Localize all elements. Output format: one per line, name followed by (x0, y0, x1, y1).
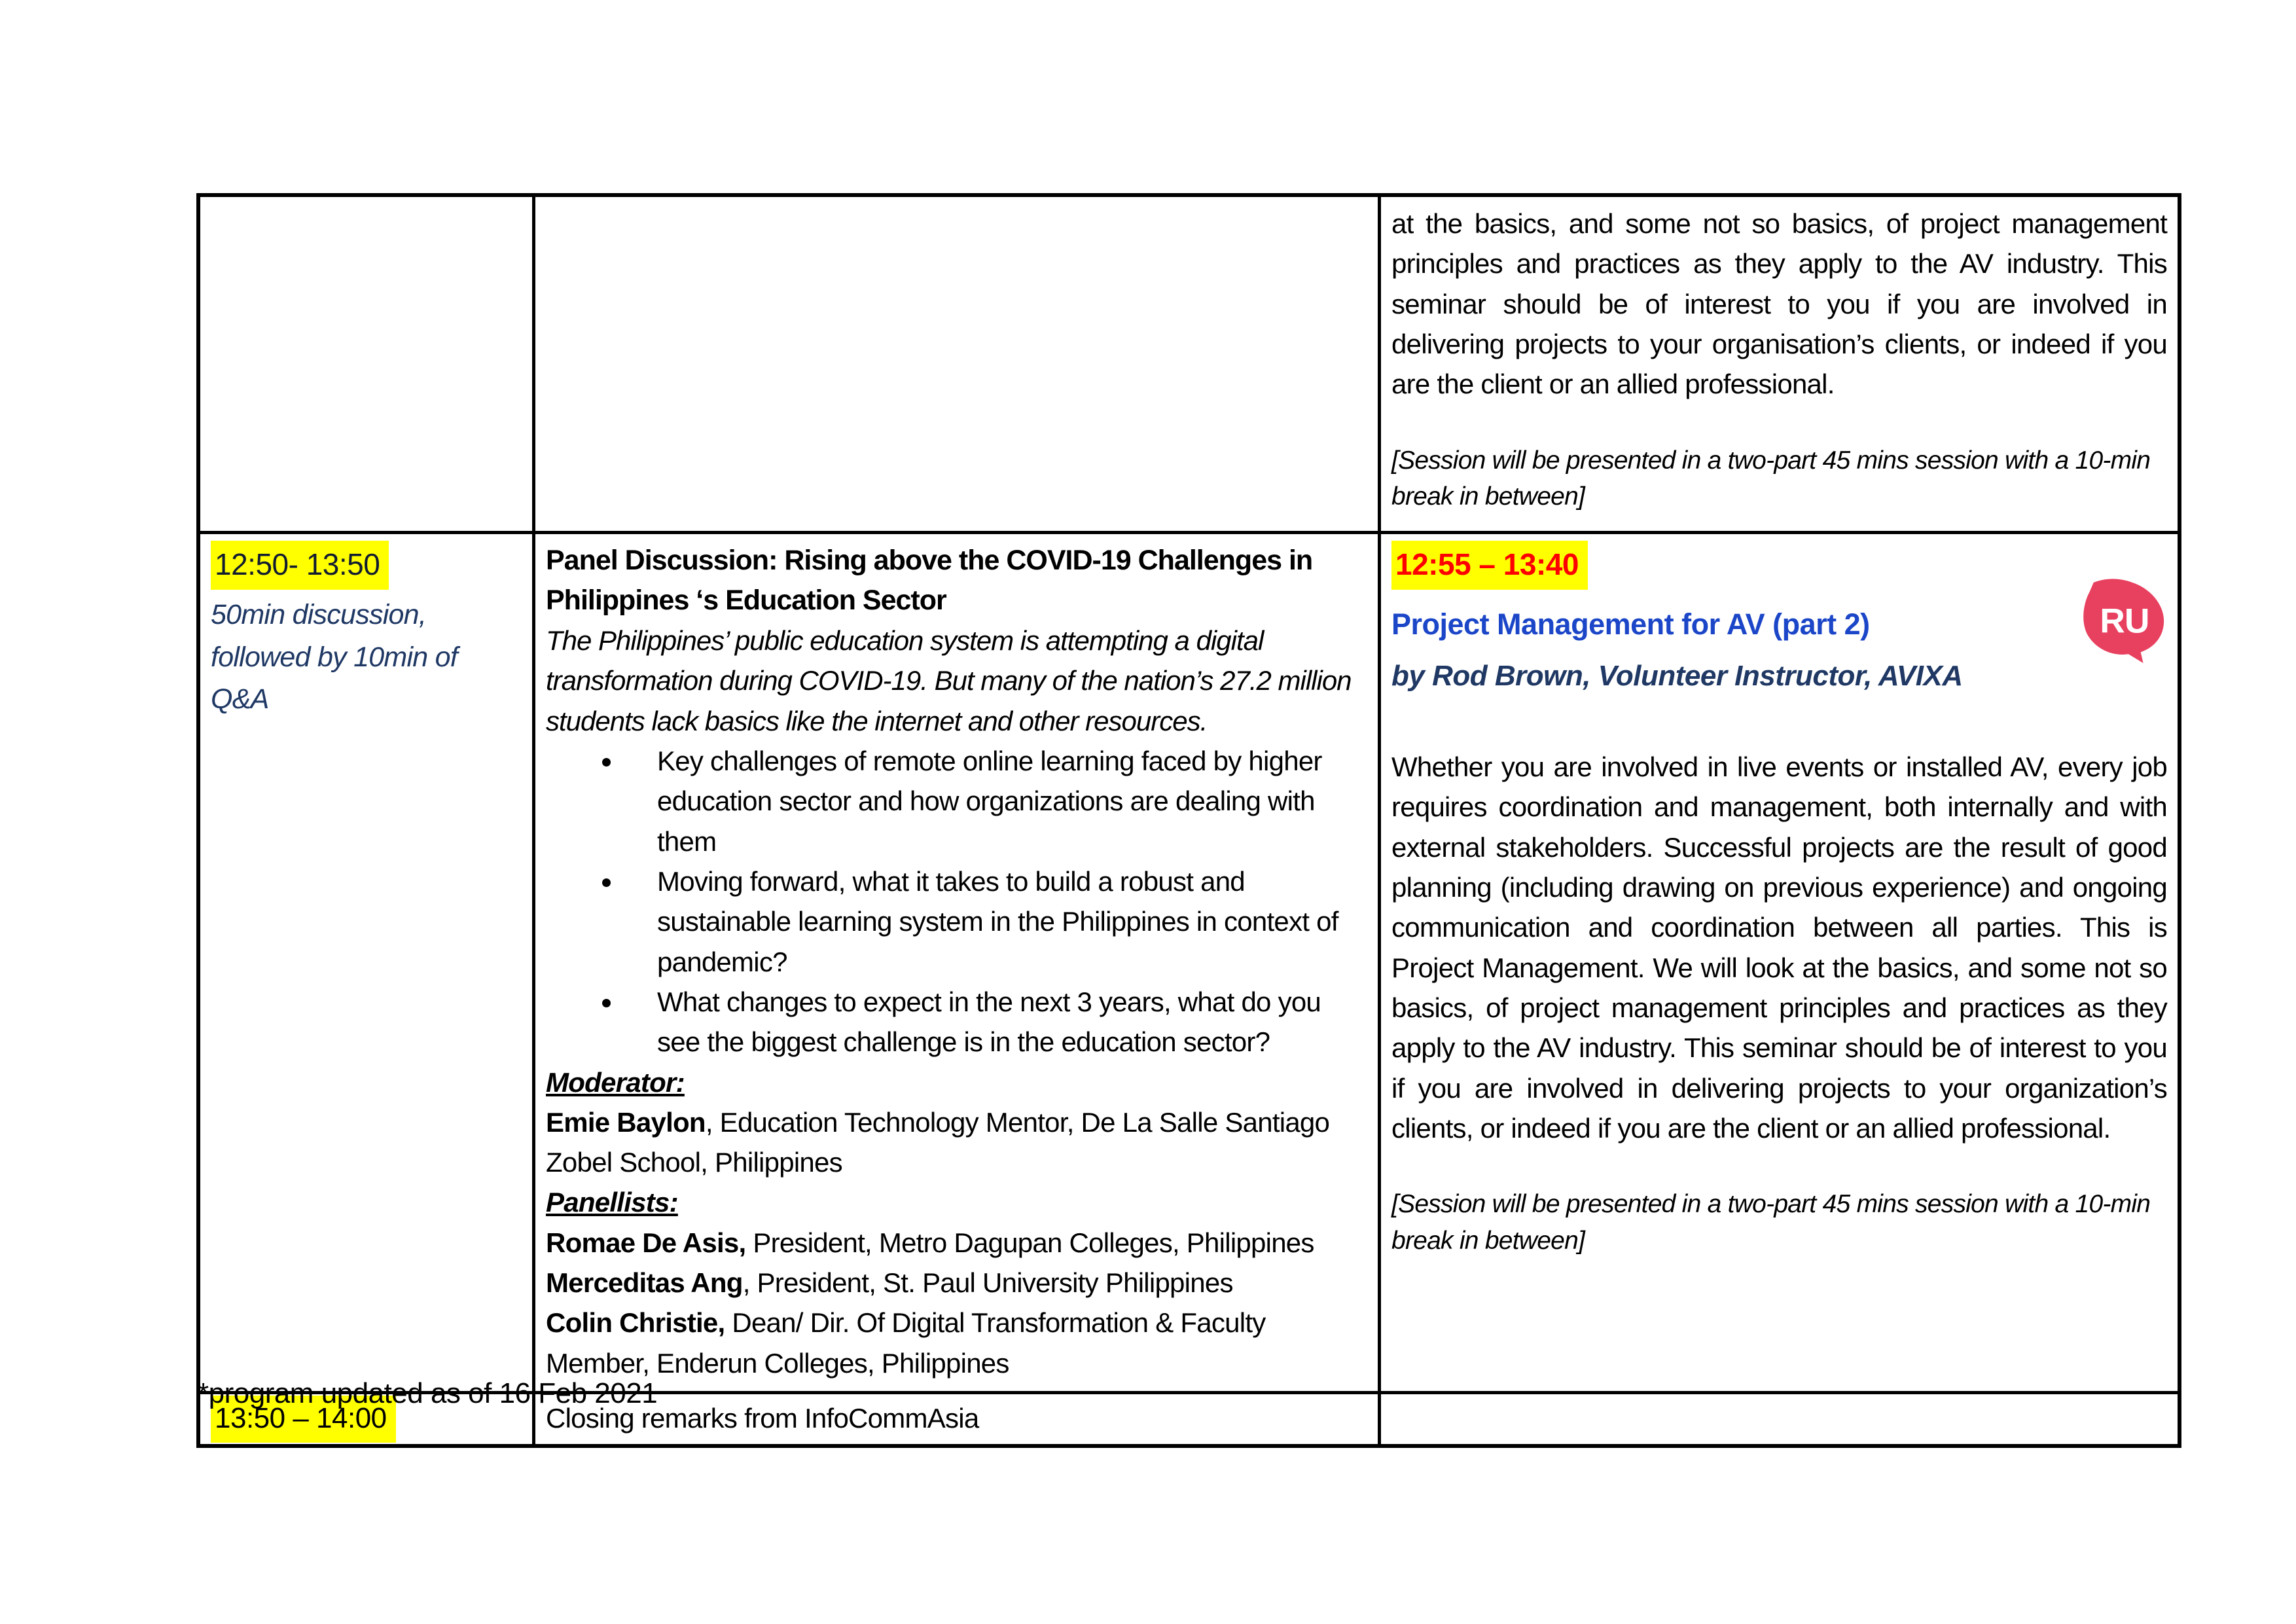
panellist-role: President, Metro Dagupan Colleges, Philippines (745, 1227, 1314, 1258)
panellist-role: , President, St. Paul University Philippines (742, 1267, 1233, 1299)
workshop-session-note: [Session will be presented in a two-part 45 mins session with a 10-min break in between] (1391, 1190, 2151, 1255)
panellist-name: Merceditas Ang (546, 1267, 743, 1299)
panellist-name: Romae De Asis, (546, 1227, 746, 1258)
panel-session-cell (534, 533, 1380, 1393)
session-cell-empty (534, 195, 1380, 533)
moderator-name: Emie Baylon (546, 1106, 706, 1138)
panel-time-badge: 12:50- 13:50 (211, 541, 389, 590)
moderator-entry (546, 1102, 1367, 1183)
ru-logo-icon (2079, 579, 2172, 665)
workshop-time-row (1391, 541, 2167, 590)
panel-bullet: • Moving forward, what it takes to build a robust and sustainable learning system in the Philippines in context of pandemic? (623, 861, 1367, 982)
panel-title: Panel Discussion: Rising above the COVID-19 Challenges in Philippines ‘s Education Sector (546, 545, 1313, 617)
panellist-entry (546, 1223, 1367, 1263)
closing-text-cell (534, 1393, 1380, 1447)
continuation-session-note: [Session will be presented in a two-part 45 mins session with a 10-min break in between] (1391, 446, 2151, 511)
workshop-continuation-cell (1380, 195, 2180, 533)
panel-bullet: • What changes to expect in the next 3 years, what do you see the biggest challenge is in the education sector? (623, 982, 1367, 1062)
program-table (196, 193, 2181, 1448)
panellist-entry (546, 1303, 1367, 1383)
moderator-label: Moderator: (546, 1066, 685, 1098)
panellist-entry (546, 1263, 1367, 1303)
ru-logo-text: RU (2100, 602, 2149, 641)
workshop-title: Project Management for AV (part 2) (1391, 607, 1870, 641)
closing-empty-cell (1380, 1393, 2180, 1447)
time-cell-empty (198, 195, 534, 533)
workshop-cell (1380, 533, 2180, 1393)
table-row-continuation (198, 195, 2179, 533)
panellist-name: Colin Christie, (546, 1307, 725, 1339)
panel-bullet-list (546, 741, 1367, 1062)
panel-intro: The Philippines’ public education system is attempting a digital transformation during COVID-19. But many of the nation’s 27.2 million students lack basics like the internet and other resources. (546, 625, 1352, 736)
panel-time-cell (198, 533, 534, 1393)
program-updated-note: *program updated as of 16 Feb 2021 (198, 1377, 658, 1409)
moderator-role: , Education Technology Mentor, De La Salle Santiago Zobel School, Philippines (546, 1106, 1330, 1178)
panellists-label: Panellists: (546, 1187, 678, 1218)
panel-bullet: • Key challenges of remote online learning faced by higher education sector and how organizations are dealing with them (623, 741, 1367, 861)
table-row-panel (198, 533, 2179, 1393)
continuation-paragraph: at the basics, and some not so basics, of project management principles and practices as they apply to the AV industry. This seminar should be of interest to you if you are involved in delivering projects to your organisation’s clients, or indeed if you are the client or an allied professional. (1391, 208, 2167, 400)
panel-time-note: 50min discussion, followed by 10min of Q&A (211, 599, 457, 715)
ru-logo (2079, 579, 2172, 665)
workshop-description: Whether you are involved in live events or installed AV, every job requires coordination and management, both internally and with external stakeholders. Successful projects are the result of good planning (including drawing on previous experience) and ongoing communication and coordination between all parties. This is Project Management. We will look at the basics, and some not so basics, of project management principles and practices as they apply to the AV industry. This seminar should be of interest to you if you are involved in delivering projects to your organization’s clients, or indeed if you are the client or an allied professional. (1391, 751, 2167, 1144)
panellist-role: Dean/ Dir. Of Digital Transformation & Faculty Member, Enderun Colleges, Philippines (546, 1307, 1266, 1379)
closing-text: Closing remarks from InfoCommAsia (546, 1403, 979, 1434)
workshop-time-badge: 12:55 – 13:40 (1391, 541, 1588, 590)
workshop-byline: by Rod Brown, Volunteer Instructor, AVIXA (1391, 659, 1963, 692)
closing-time-badge: 13:50 – 14:00 (211, 1396, 396, 1443)
